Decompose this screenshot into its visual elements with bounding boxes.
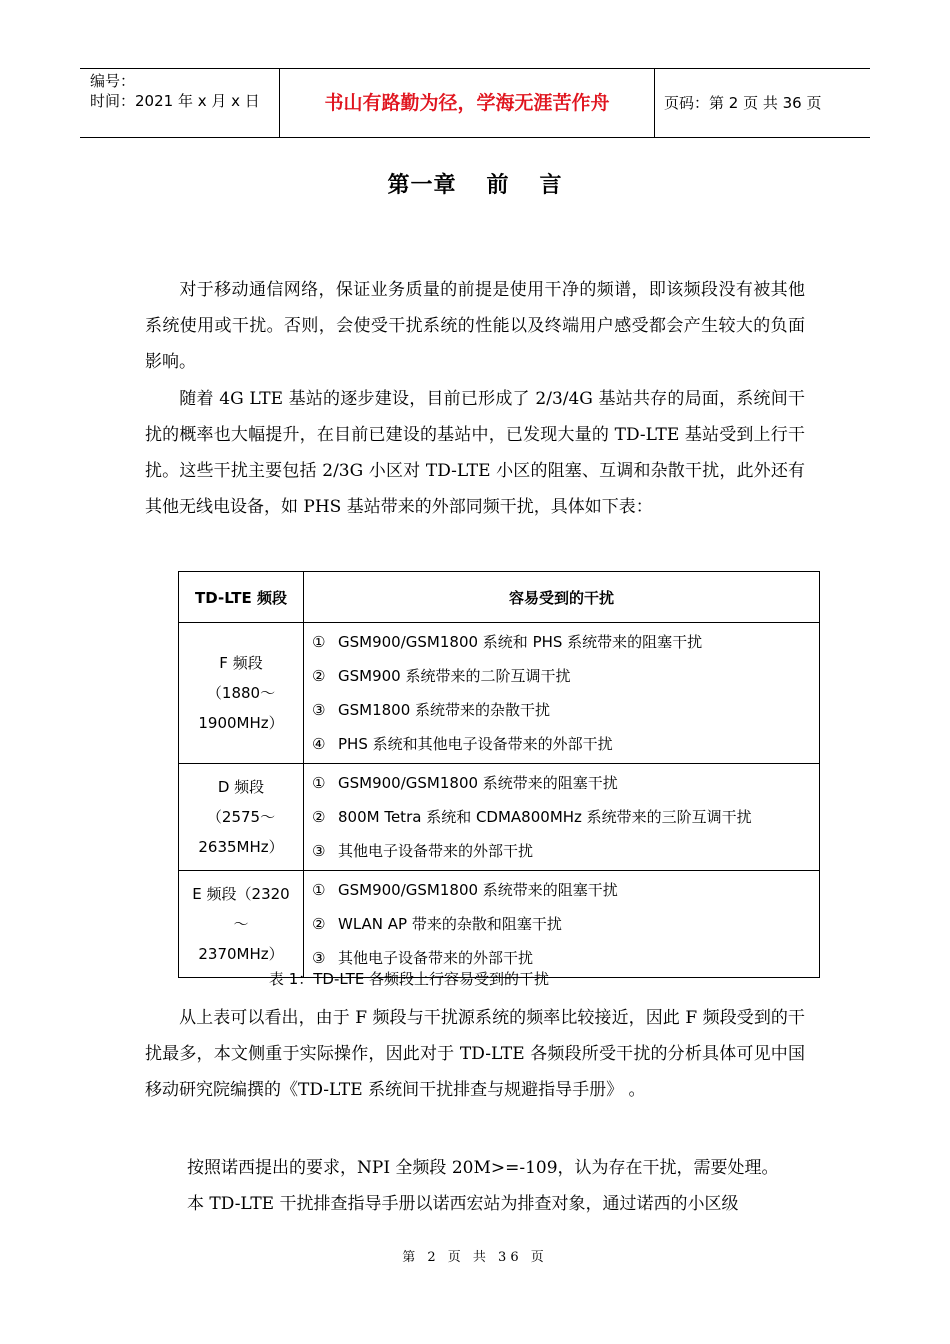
band-cell bbox=[179, 623, 304, 764]
paragraph-3 bbox=[145, 1000, 805, 1108]
table-header-band: TD-LTE 频段 bbox=[179, 572, 304, 623]
paragraph-1-text: 对于移动通信网络，保证业务质量的前提是使用干净的频谱，即该频段没有被其他系统使用或干扰。否则，会使受干扰系统的性能以及终端用户感受都会产生较大的负面影响。 bbox=[145, 280, 805, 372]
chapter-title-part2: 前 bbox=[486, 173, 510, 198]
header-meta bbox=[80, 69, 280, 137]
paragraph-3-text: 从上表可以看出，由于 F 频段与干扰源系统的频率比较接近，因此 F 频段受到的干扰最多，本文侧重于实际操作，因此对于 TD-LTE 各频段所受干扰的分析具体可见中国移动研究院编撰的《TD-LTE 系统间干扰排查与规避指导手册》 。 bbox=[145, 1008, 805, 1100]
list-item: ② GSM900 系统带来的二阶互调干扰 bbox=[312, 667, 571, 685]
band-cell bbox=[179, 764, 304, 871]
list-item: ① GSM900/GSM1800 系统和 PHS 系统带来的阻塞干扰 bbox=[312, 633, 703, 651]
table-row bbox=[179, 764, 820, 871]
table-row bbox=[179, 871, 820, 978]
band-range-end: 1900MHz） bbox=[198, 714, 284, 732]
header-number-label: 编号： bbox=[90, 72, 136, 90]
list-item: ④ PHS 系统和其他电子设备带来的外部干扰 bbox=[312, 735, 613, 753]
table-header-interference: 容易受到的干扰 bbox=[304, 572, 820, 623]
list-item: ② 800M Tetra 系统和 CDMA800MHz 系统带来的三阶互调干扰 bbox=[312, 808, 752, 826]
interference-list bbox=[304, 764, 820, 871]
list-item: ① GSM900/GSM1800 系统带来的阻塞干扰 bbox=[312, 881, 618, 899]
paragraph-5-text: 本 TD-LTE 干扰排查指导手册以诺西宏站为排查对象，通过诺西的小区级 bbox=[187, 1194, 739, 1214]
list-item: ③ 其他电子设备带来的外部干扰 bbox=[312, 949, 534, 967]
page-header bbox=[80, 68, 870, 138]
list-item: ③ GSM1800 系统带来的杂散干扰 bbox=[312, 701, 551, 719]
page-footer: 第 2 页 共 36 页 bbox=[402, 1250, 548, 1265]
paragraph-2 bbox=[145, 381, 805, 525]
list-item: ② WLAN AP 带来的杂散和阻塞干扰 bbox=[312, 915, 562, 933]
paragraph-2-text: 随着 4G LTE 基站的逐步建设，目前已形成了 2/3/4G 基站共存的局面，系统间干扰的概率也大幅提升，在目前已建设的基站中，已发现大量的 TD-LTE 基站受到上行干扰。这些干扰主要包括 2/3G 小区对 TD-LTE 小区的阻塞、互调和杂散干扰，此外还有其他无线电设备，如 PHS 基站带来的外部同频干扰，具体如下表： bbox=[145, 389, 805, 517]
header-time-label: 时间：2021 年 x 月 x 日 bbox=[90, 92, 260, 110]
band-range-end: 2370MHz） bbox=[198, 945, 284, 963]
paragraph-4 bbox=[145, 1150, 805, 1186]
table-row bbox=[179, 623, 820, 764]
band-range-start: （1880～ bbox=[206, 684, 276, 702]
paragraph-1 bbox=[145, 272, 805, 380]
header-motto: 书山有路勤为径，学海无涯苦作舟 bbox=[280, 69, 655, 137]
interference-list bbox=[304, 871, 820, 978]
band-name: F 频段 bbox=[219, 654, 263, 672]
paragraph-5 bbox=[145, 1186, 805, 1222]
band-cell bbox=[179, 871, 304, 978]
chapter-title-part3: 言 bbox=[539, 173, 563, 198]
band-name: D 频段 bbox=[217, 778, 265, 796]
paragraph-4-text: 按照诺西提出的要求，NPI 全频段 20M>=-109，认为存在干扰，需要处理。 bbox=[187, 1158, 779, 1178]
interference-list bbox=[304, 623, 820, 764]
table-header-row bbox=[179, 572, 820, 623]
band-range-start: ～ bbox=[233, 915, 249, 933]
table-caption: 表 1：TD-LTE 各频段上行容易受到的干扰 bbox=[268, 970, 550, 988]
band-range-end: 2635MHz） bbox=[198, 838, 284, 856]
interference-table bbox=[178, 571, 820, 978]
header-page-label: 页码：第 2 页 共 36 页 bbox=[664, 94, 822, 112]
list-item: ① GSM900/GSM1800 系统带来的阻塞干扰 bbox=[312, 774, 618, 792]
band-name: E 频段（2320 bbox=[192, 885, 290, 903]
chapter-title-part1: 第一章 bbox=[387, 173, 457, 198]
chapter-title bbox=[0, 168, 950, 199]
band-range-start: （2575～ bbox=[206, 808, 276, 826]
list-item: ③ 其他电子设备带来的外部干扰 bbox=[312, 842, 534, 860]
